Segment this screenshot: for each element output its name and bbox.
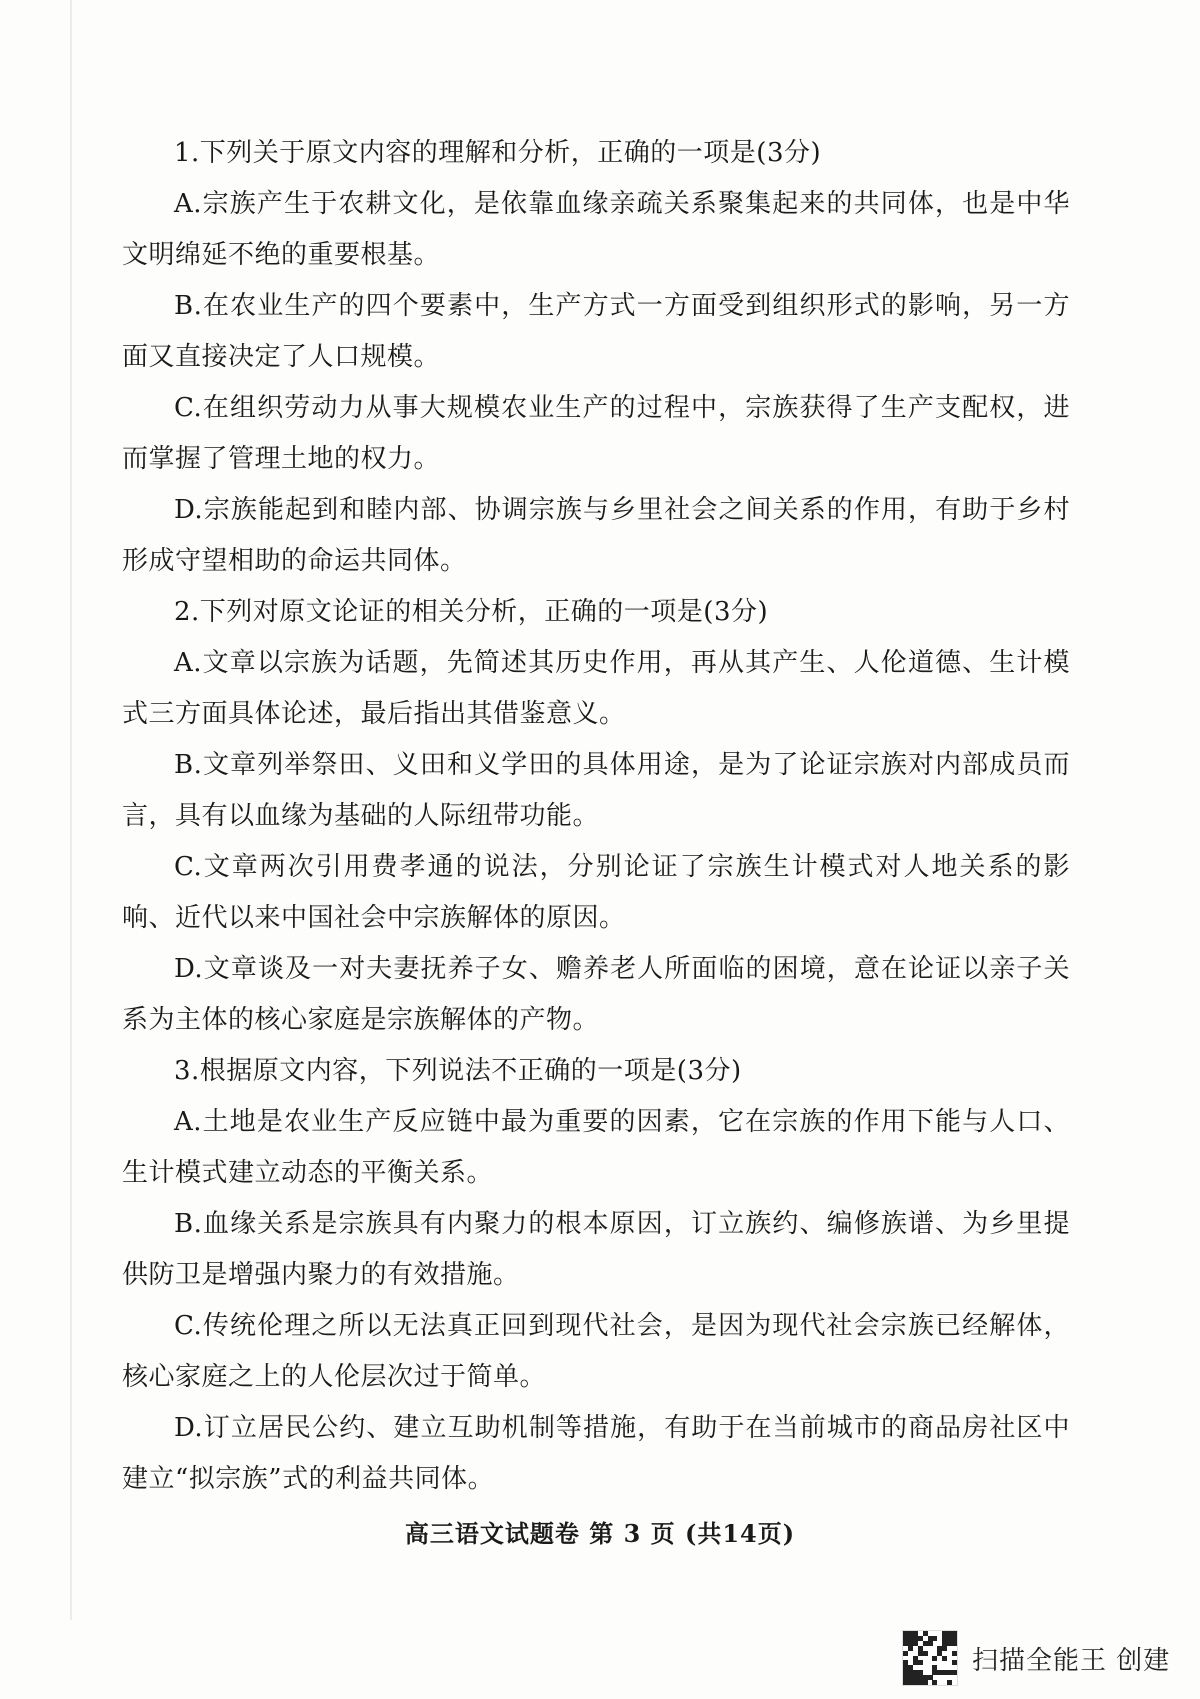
- option-d: D.文章谈及一对夫妻抚养子女、赡养老人所面临的困境，意在论证以亲子关系为主体的核心家庭是宗族解体的产物。: [122, 954, 1070, 1035]
- option-d: D.宗族能起到和睦内部、协调宗族与乡里社会之间关系的作用，有助于乡村形成守望相助的命运共同体。: [122, 495, 1070, 576]
- question-stem: 3.根据原文内容，下列说法不正确的一项是(3分): [174, 1056, 742, 1086]
- page-footer: 高三语文试题卷 第 3 页 (共14页): [404, 1519, 796, 1548]
- option-b: B.在农业生产的四个要素中，生产方式一方面受到组织形式的影响，另一方面又直接决定了人口规模。: [122, 291, 1070, 372]
- option-d: D.订立居民公约、建立互助机制等措施，有助于在当前城市的商品房社区中建立“拟宗族”式的利益共同体。: [122, 1413, 1070, 1494]
- scanner-watermark: [902, 1630, 1170, 1686]
- scan-edge-shadow: [70, 0, 72, 1620]
- option-a: A.文章以宗族为话题，先简述其历史作用，再从其产生、人伦道德、生计模式三方面具体论述，最后指出其借鉴意义。: [122, 648, 1070, 729]
- option-c: C.文章两次引用费孝通的说法，分别论证了宗族生计模式对人地关系的影响、近代以来中国社会中宗族解体的原因。: [122, 852, 1070, 933]
- question-3: [122, 1046, 1070, 1505]
- question-2: [122, 587, 1070, 1046]
- questions-content: [122, 128, 1070, 1505]
- qr-code-icon: [902, 1630, 958, 1686]
- option-a: A.宗族产生于农耕文化，是依靠血缘亲疏关系聚集起来的共同体，也是中华文明绵延不绝的重要根基。: [122, 189, 1070, 270]
- option-c: C.在组织劳动力从事大规模农业生产的过程中，宗族获得了生产支配权，进而掌握了管理土地的权力。: [122, 393, 1070, 474]
- question-stem: 2.下列对原文论证的相关分析，正确的一项是(3分): [174, 597, 769, 627]
- option-b: B.血缘关系是宗族具有内聚力的根本原因，订立族约、编修族谱、为乡里提供防卫是增强内聚力的有效措施。: [122, 1209, 1070, 1290]
- option-c: C.传统伦理之所以无法真正回到现代社会，是因为现代社会宗族已经解体，核心家庭之上的人伦层次过于简单。: [122, 1311, 1070, 1392]
- option-a: A.土地是农业生产反应链中最为重要的因素，它在宗族的作用下能与人口、生计模式建立动态的平衡关系。: [122, 1107, 1070, 1188]
- scanner-label: 扫描全能王 创建: [972, 1645, 1171, 1676]
- option-b: B.文章列举祭田、义田和义学田的具体用途，是为了论证宗族对内部成员而言，具有以血缘为基础的人际纽带功能。: [122, 750, 1070, 831]
- question-stem: 1.下列关于原文内容的理解和分析，正确的一项是(3分): [174, 138, 822, 168]
- question-1: [122, 128, 1070, 587]
